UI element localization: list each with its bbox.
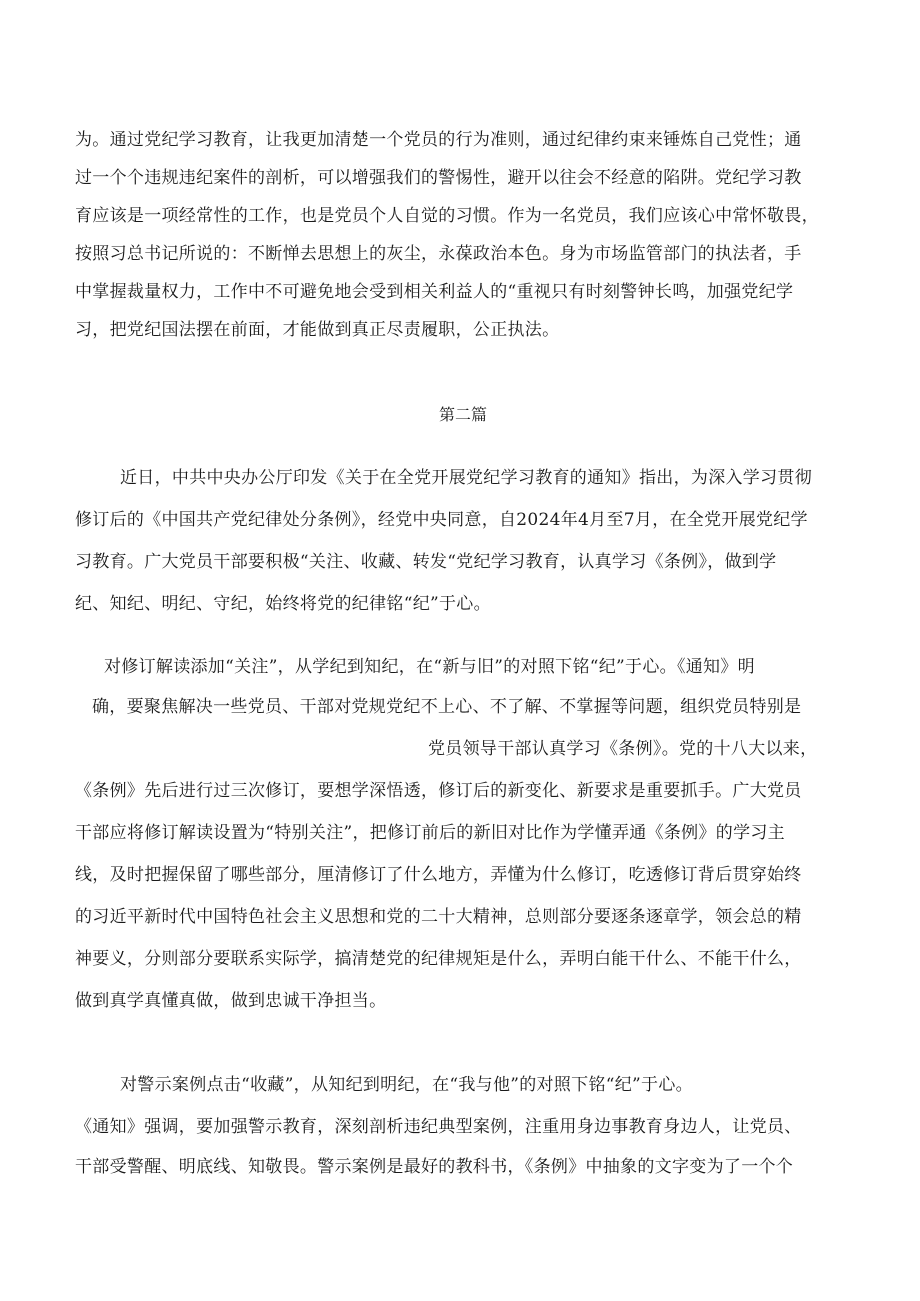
text-line: 近日，中共中央办公厅印发《关于在全党开展党纪学习教育的通知》指出，为深入学习贯彻 (120, 468, 812, 488)
text-line: 对修订解读添加“关注”，从学纪到知纪，在“新与旧”的对照下铭“纪”于心。《通知》明 (104, 657, 755, 677)
text-line: 中掌握裁量权力，工作中不可避免地会受到相关利益人的“重视只有时刻警钟长鸣，加强党纪学 (75, 282, 794, 302)
text-line: 纪、知纪、明纪、守纪，始终将党的纪律铭“纪”于心。 (75, 594, 491, 614)
text-line: 确，要聚焦解决一些党员、干部对党规党纪不上心、不了解、不掌握等问题，组织党员特别是 (92, 697, 802, 717)
section-heading: 第二篇 (439, 405, 488, 424)
text-line: 干部应将修订解读设置为“特别关注”，把修订前后的新旧对比作为学懂弄通《条例》的学习主 (75, 823, 785, 843)
text-line: 育应该是一项经常性的工作，也是党员个人自觉的习惯。作为一名党员，我们应该心中常怀敬畏， (75, 206, 819, 226)
text-line: 神要义，分则部分要联系实际学，搞清楚党的纪律规矩是什么，弄明白能干什么、不能干什么， (75, 949, 802, 969)
text-line: 对警示案例点击“收藏”，从知纪到明纪，在“我与他”的对照下铭“纪”于心。 (120, 1075, 693, 1095)
text-line: 的习近平新时代中国特色社会主义思想和党的二十大精神，总则部分要逐条逐章学，领会总的精 (75, 907, 802, 927)
text-line: 为。通过党纪学习教育，让我更加清楚一个党员的行为准则，通过纪律约束来锤炼自己党性；通 (75, 130, 802, 150)
text-line: 《通知》强调，要加强警示教育，深刻剖析违纪典型案例，注重用身边事教育身边人，让党员、 (75, 1117, 802, 1137)
text-line: 线，及时把握保留了哪些部分，厘清修订了什么地方，弄懂为什么修订，吃透修订背后贯穿始终 (75, 865, 802, 885)
text-line: 按照习总书记所说的：不断惮去思想上的灰尘，永葆政治本色。身为市场监管部门的执法者，手 (75, 244, 802, 264)
text-line: 干部受警醒、明底线、知敬畏。警示案例是最好的教科书，《条例》中抽象的文字变为了一个个 (75, 1157, 794, 1177)
text-line: 修订后的《中国共产党纪律处分条例》，经党中央同意，自2024年4月至7月，在全党开展党纪学 (75, 510, 808, 530)
text-line: 过一个个违规违纪案件的剖析，可以增强我们的警惕性，避开以往会不经意的陷阱。党纪学习教 (75, 168, 802, 188)
text-line: 《条例》先后进行过三次修订，要想学深悟透，修订后的新变化、新要求是重要抓手。广大党员 (75, 781, 802, 801)
text-line: 做到真学真懂真做，做到忠诚干净担当。 (75, 991, 387, 1011)
text-line: 习，把党纪国法摆在前面，才能做到真正尽责履职，公正执法。 (75, 320, 560, 340)
text-line: 党员领导干部认真学习《条例》。党的十八大以来， (428, 739, 818, 759)
text-line: 习教育。广大党员干部要积极“关注、收藏、转发“党纪学习教育，认真学习《条例》，做到学 (75, 552, 777, 572)
